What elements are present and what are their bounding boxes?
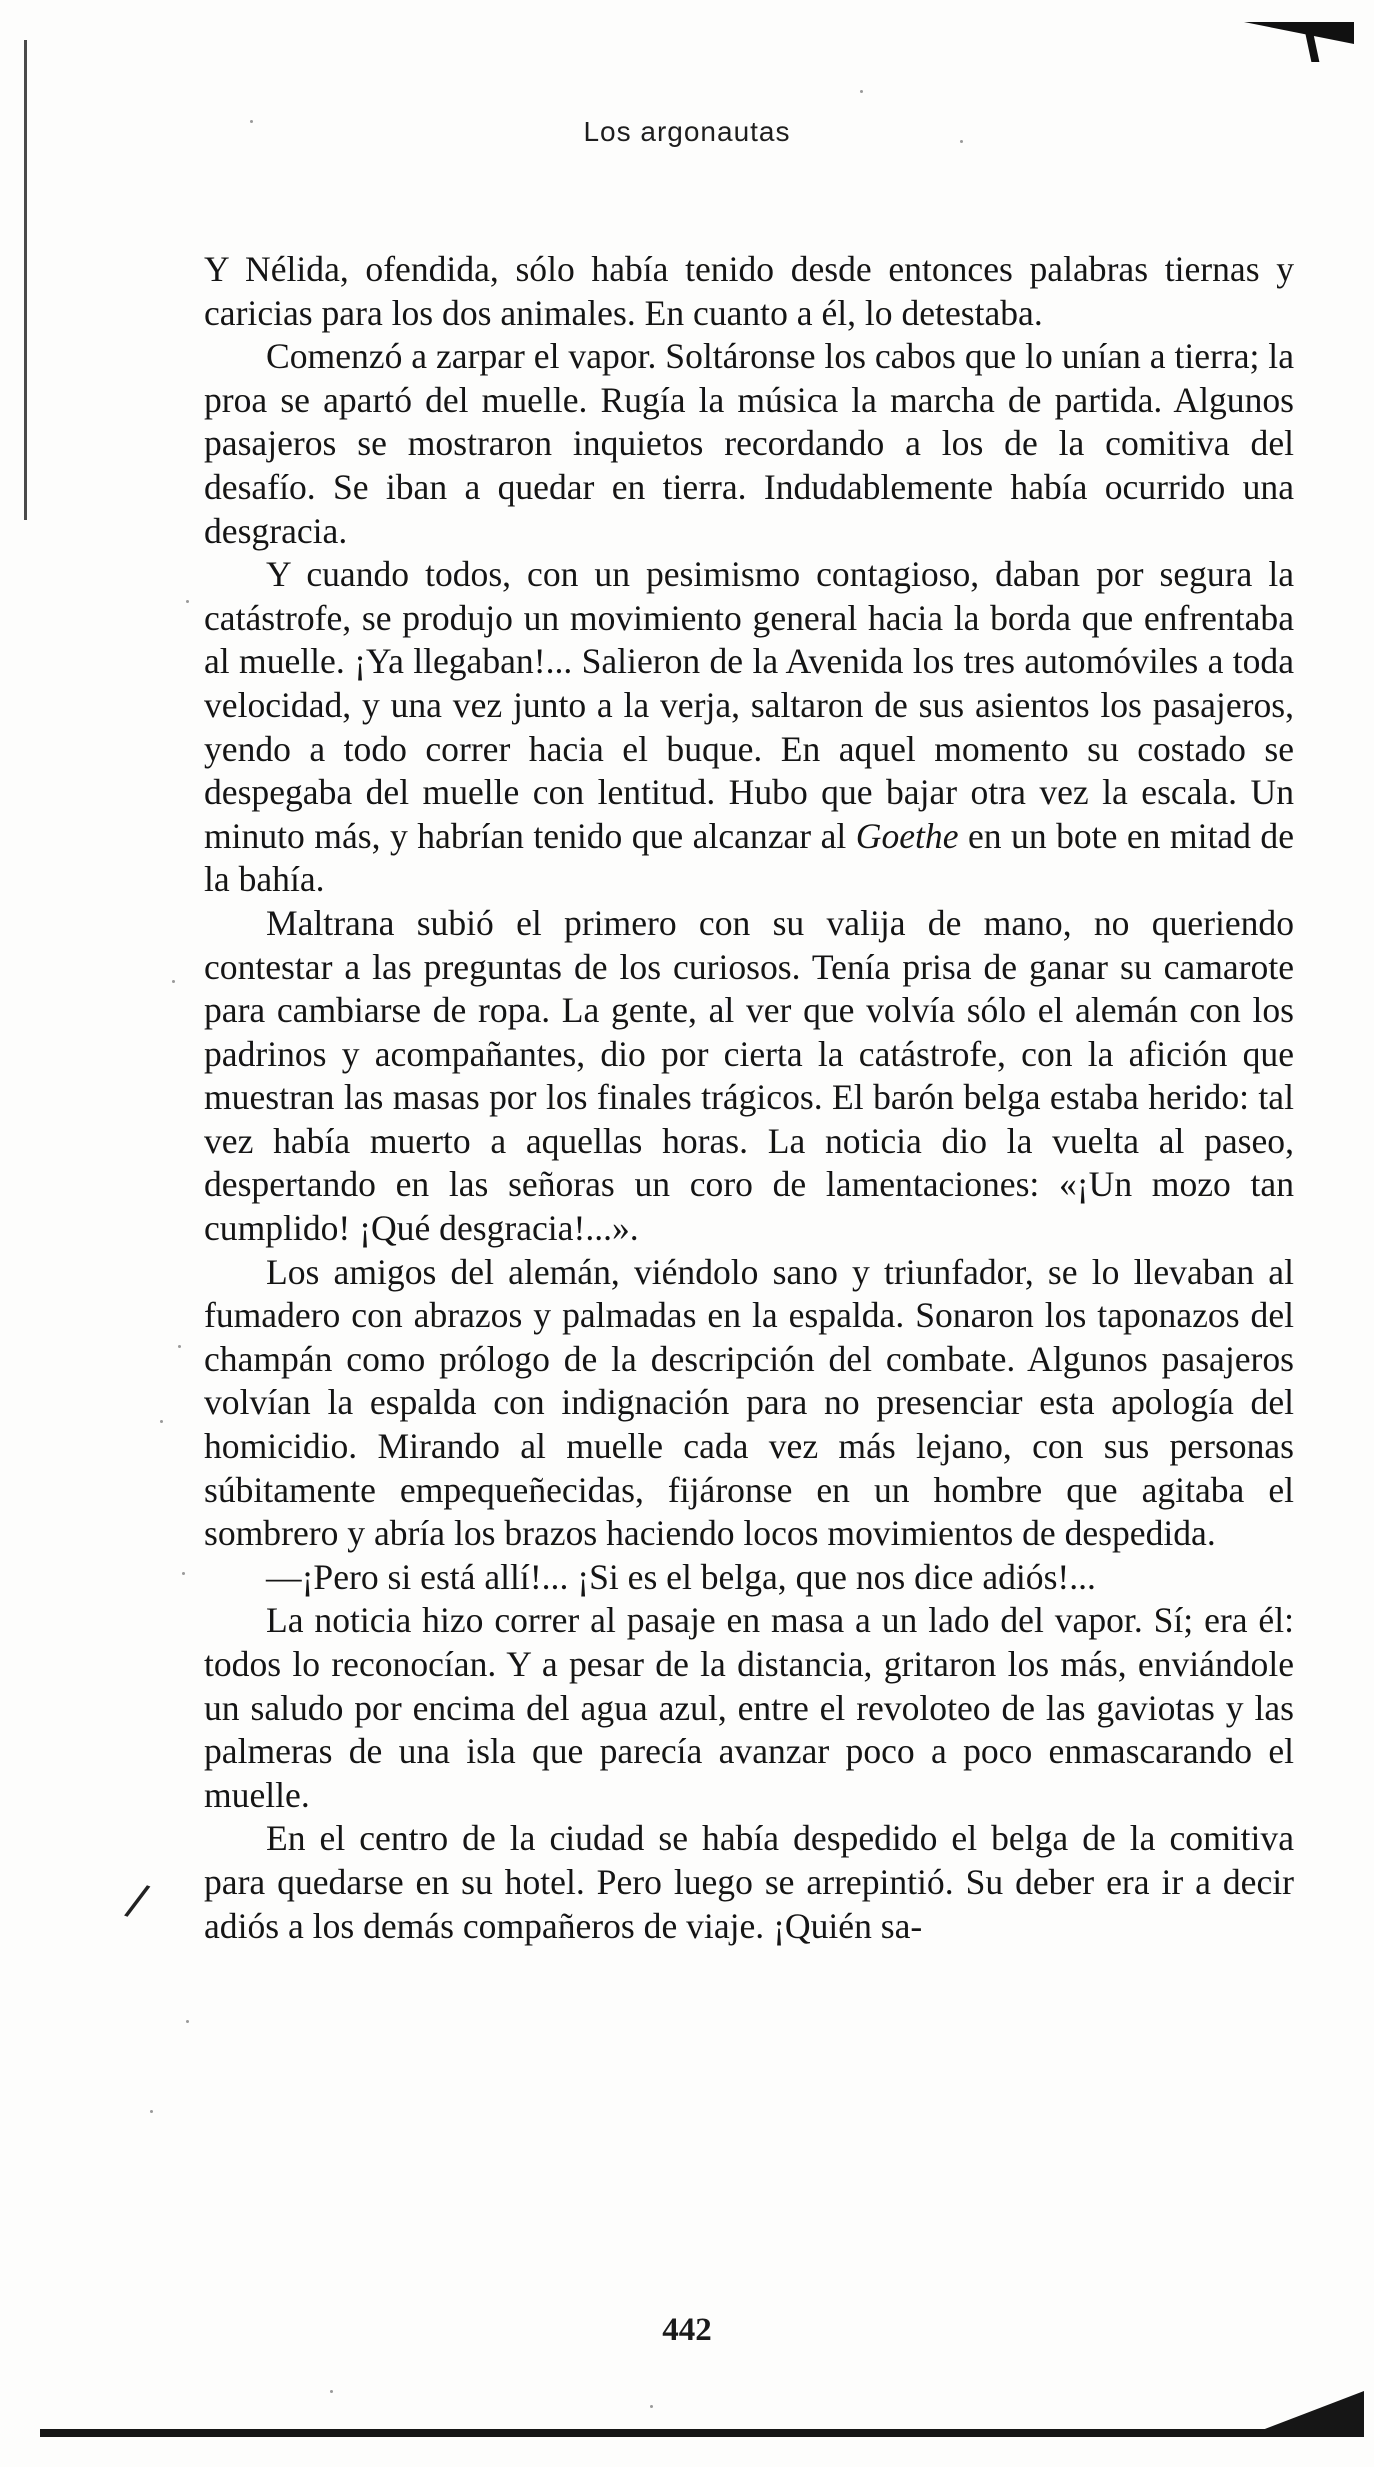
scan-speck: [160, 1420, 163, 1423]
paragraph-3: [204, 553, 1294, 902]
paragraph-2: Comenzó a zarpar el vapor. Soltáronse los cabos que lo unían a tierra; la proa se apartó del muelle. Rugía la música la marcha de partida. Algunos pasajeros se mostraron inquietos recordando a los de la comitiva del desafío. Se iban a quedar en tierra. Indudablemente había ocurrido una desgracia.: [204, 336, 1294, 551]
paragraph-4: Maltrana subió el primero con su valija de mano, no queriendo contestar a las preguntas de los curiosos. Tenía prisa de ganar su camarote para cambiarse de ropa. La gente, al ver que volvía sólo el alemán con los padrinos y acompañantes, dio por cierta la catástrofe, con la afición que muestran las masas por los finales trágicos. El barón belga estaba herido: tal vez había muerto a aquellas horas. La noticia dio la vuelta al paseo, despertando en las señoras un coro de lamentaciones: «¡Un mozo tan cumplido! ¡Qué desgracia!...».: [204, 902, 1294, 1249]
scan-speck: [178, 1345, 181, 1348]
scan-bottom-wedge: [1244, 2391, 1364, 2437]
scan-speck: [186, 600, 189, 603]
paragraph-6-dialogue: —¡Pero si está allí!... ¡Si es el belga, que nos dice adiós!...: [266, 1556, 1096, 1597]
page-number: 442: [662, 2312, 712, 2348]
pencil-check-mark: /: [121, 1874, 154, 1927]
scan-corner-mark: [1244, 22, 1354, 44]
paragraph-3-text-after: en un bote en mitad de la bahía.: [204, 815, 1294, 900]
paragraph-1: Y Nélida, ofendida, sólo había tenido desde entonces palabras tiernas y caricias para los dos animales. En cuanto a él, lo detestaba.: [204, 249, 1294, 333]
scan-speck: [650, 2405, 653, 2408]
scan-bottom-edge: [40, 2429, 1360, 2437]
scan-speck: [186, 2020, 189, 2023]
scan-speck: [330, 2390, 333, 2393]
body-text: [204, 248, 1294, 1948]
scan-edge-line: [24, 40, 27, 520]
paragraph-3-text: Y cuando todos, con un pesimismo contagioso, daban por segura la catástrofe, se produjo un movimiento general hacia la borda que enfrentaba al muelle. ¡Ya llegaban!... Salieron de la Avenida los tres automóviles a toda velocidad, y una vez junto a la verja, saltaron de sus asientos los pasajeros, yendo a todo correr hacia el buque. En aquel momento su costado se despegaba del muelle con lentitud. Hubo que bajar otra vez la escala. Un minuto más, y habrían tenido que alcanzar al: [204, 554, 1294, 856]
paragraph-5: Los amigos del alemán, viéndolo sano y triunfador, se lo llevaban al fumadero con abrazos y palmadas en la espalda. Sonaron los taponazos del champán como prólogo de la descripción del combate. Algunos pasajeros volvían la espalda con indignación para no presenciar esta apología del homicidio. Mirando al muelle cada vez más lejano, con sus personas súbitamente empequeñecidas, fijáronse en un hombre que agitaba el sombrero y abría los brazos haciendo locos movimientos de despedida.: [204, 1251, 1294, 1554]
scan-speck: [150, 2110, 153, 2113]
scan-speck: [182, 1572, 185, 1575]
paragraph-7: La noticia hizo correr al pasaje en masa a un lado del vapor. Sí; era él: todos lo reconocían. Y a pesar de la distancia, gritaron los más, enviándole un saludo por encima del agua azul, entre el revoloteo de las gaviotas y las palmeras de una isla que parecía avanzar poco a poco enmascarando el muelle.: [204, 1600, 1294, 1815]
scan-speck: [860, 90, 863, 93]
scan-speck: [172, 980, 175, 983]
ship-name-italic: Goethe: [855, 815, 959, 856]
running-head: Los argonautas: [583, 116, 791, 147]
paragraph-8: En el centro de la ciudad se había despedido el belga de la comitiva para quedarse en su hotel. Pero luego se arrepintió. Su deber era ir a decir adiós a los demás compañeros de viaje. ¡Quién sa-: [204, 1818, 1294, 1946]
